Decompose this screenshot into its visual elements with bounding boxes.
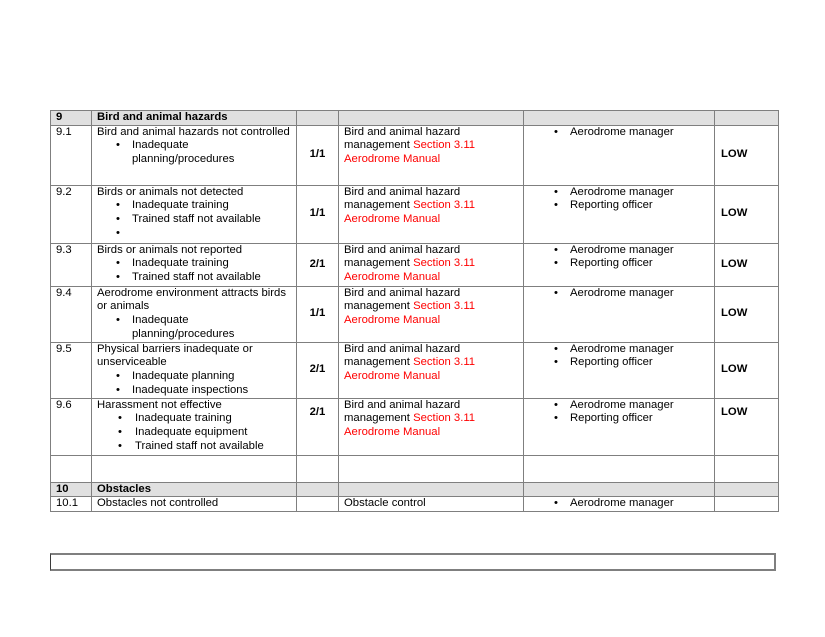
empty-cell [51,455,92,482]
table-row [51,342,779,398]
table-row [51,286,779,342]
hazard-cell [92,497,297,512]
rating: 2/1 [297,243,339,286]
cause-item [97,227,291,241]
control-reference: Section 3.11 Aerodrome Manual [344,300,476,327]
row-id: 10.1 [51,497,92,512]
risk-level: LOW [715,185,779,243]
causes-list [97,199,291,240]
empty-cell [297,111,339,126]
responsible-item: • Reporting officer [529,356,709,370]
cause-item: • Inadequate planning/procedures [97,314,291,341]
control-cell [339,286,524,342]
control-text: Bird and animal hazard management [344,398,461,425]
cause-item: • Trained staff not available [97,213,291,227]
empty-row [51,455,779,482]
empty-cell [715,111,779,126]
risk-level: LOW [715,286,779,342]
rating: 2/1 [297,398,339,455]
rating: 1/1 [297,286,339,342]
hazard-text: Bird and animal hazards not controlled [97,125,290,138]
empty-cell [339,455,524,482]
empty-cell [297,482,339,497]
hazard-risk-table [50,110,779,512]
responsible-item: • Reporting officer [529,199,709,213]
hazard-text: Physical barriers inadequate or unserviceable [97,342,253,369]
section-title: Bird and animal hazards [92,111,297,126]
empty-cell [715,455,779,482]
empty-cell [92,455,297,482]
responsible-cell [524,286,715,342]
section-header-row [51,482,779,497]
risk-level: LOW [715,342,779,398]
footer-box [50,553,776,571]
control-reference: Section 3.11 Aerodrome Manual [344,356,476,383]
control-reference: Section 3.11 Aerodrome Manual [344,139,476,166]
section-number: 10 [51,482,92,497]
responsible-item: • Reporting officer [529,412,709,426]
responsible-cell [524,185,715,243]
risk-level: LOW [715,125,779,185]
responsible-item: • Aerodrome manager [529,497,709,511]
control-text: Bird and animal hazard management [344,185,461,212]
responsible-cell [524,243,715,286]
responsible-cell [524,497,715,512]
hazard-text: Birds or animals not reported [97,243,243,256]
causes-list [97,370,291,397]
rating: 1/1 [297,185,339,243]
control-text: Bird and animal hazard management [344,125,461,152]
row-id: 9.5 [51,342,92,398]
section-header-row [51,111,779,126]
control-cell [339,497,524,512]
cause-item: • Inadequate planning/procedures [97,139,291,166]
causes-list [97,257,291,284]
responsible-list [529,399,709,426]
hazard-text: Harassment not effective [97,398,222,411]
hazard-text: Obstacles not controlled [97,497,219,510]
responsible-item: • Aerodrome manager [529,343,709,357]
empty-cell [524,482,715,497]
hazard-cell [92,286,297,342]
responsible-item: • Aerodrome manager [529,287,709,301]
responsible-cell [524,342,715,398]
rating: 2/1 [297,342,339,398]
control-reference: Section 3.11 Aerodrome Manual [344,412,476,439]
control-text: Obstacle control [344,497,426,510]
hazard-cell [92,342,297,398]
responsible-list [529,287,709,301]
empty-cell [339,111,524,126]
empty-cell [297,455,339,482]
responsible-list [529,497,709,511]
section-title: Obstacles [92,482,297,497]
table-row [51,497,779,512]
row-id: 9.3 [51,243,92,286]
row-id: 9.1 [51,125,92,185]
responsible-item: • Reporting officer [529,257,709,271]
risk-level: LOW [715,398,779,455]
control-cell [339,243,524,286]
responsible-cell [524,398,715,455]
cause-item: • Inadequate training [97,199,291,213]
responsible-list [529,343,709,370]
causes-list [97,314,291,341]
hazard-text: Birds or animals not detected [97,185,244,198]
responsible-list [529,186,709,213]
control-reference: Section 3.11 Aerodrome Manual [344,199,476,226]
control-text: Bird and animal hazard management [344,243,461,270]
row-id: 9.4 [51,286,92,342]
control-cell [339,125,524,185]
empty-cell [339,482,524,497]
causes-list [97,139,291,166]
rating: 1/1 [297,125,339,185]
control-text: Bird and animal hazard management [344,342,461,369]
table-row [51,125,779,185]
control-reference: Section 3.11 Aerodrome Manual [344,257,476,284]
cause-item: • Inadequate training [97,412,291,426]
risk-level [715,497,779,512]
cause-item: • Trained staff not available [97,440,291,454]
table-row [51,243,779,286]
responsible-item: • Aerodrome manager [529,186,709,200]
row-id: 9.2 [51,185,92,243]
control-cell [339,398,524,455]
section-number: 9 [51,111,92,126]
risk-level: LOW [715,243,779,286]
hazard-cell [92,243,297,286]
causes-list [97,412,291,453]
responsible-list [529,126,709,140]
hazard-cell [92,185,297,243]
responsible-item: • Aerodrome manager [529,126,709,140]
cause-item: • Inadequate inspections [97,384,291,398]
empty-cell [715,482,779,497]
cause-item: • Inadequate equipment [97,426,291,440]
hazard-cell [92,398,297,455]
cause-item: • Trained staff not available [97,271,291,285]
rating [297,497,339,512]
cause-item: • Inadequate training [97,257,291,271]
responsible-list [529,244,709,271]
control-cell [339,342,524,398]
responsible-item: • Aerodrome manager [529,244,709,258]
responsible-cell [524,125,715,185]
row-id: 9.6 [51,398,92,455]
hazard-cell [92,125,297,185]
control-cell [339,185,524,243]
control-text: Bird and animal hazard management [344,286,461,313]
responsible-item: • Aerodrome manager [529,399,709,413]
table-row [51,185,779,243]
table-row [51,398,779,455]
empty-cell [524,455,715,482]
cause-item: • Inadequate planning [97,370,291,384]
hazard-text: Aerodrome environment attracts birds or animals [97,286,286,313]
empty-cell [524,111,715,126]
